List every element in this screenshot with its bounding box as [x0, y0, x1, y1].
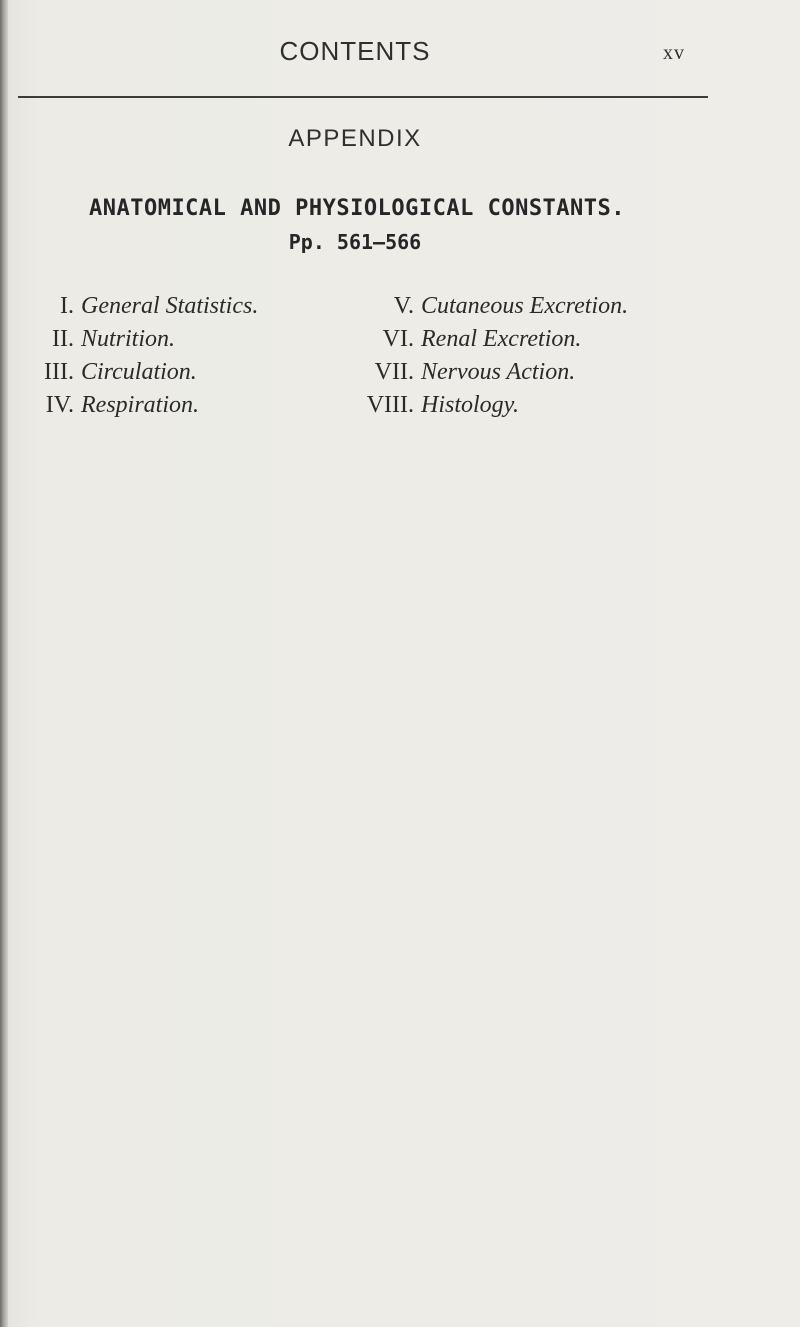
entry-title: Renal Excretion.	[421, 326, 582, 352]
entry-title: Respiration.	[81, 392, 199, 418]
contents-entry	[330, 389, 790, 422]
contents-entry	[330, 323, 790, 356]
entry-title: Cutaneous Excretion.	[421, 293, 629, 319]
entry-title: General Statistics.	[81, 293, 259, 319]
entry-title: Circulation.	[81, 359, 197, 385]
section-heading: ANATOMICAL AND PHYSIOLOGICAL CONSTANTS.	[88, 196, 626, 221]
entry-numeral: IV.	[45, 392, 74, 418]
entry-numeral: III.	[44, 359, 74, 385]
running-head	[0, 36, 800, 76]
contents-entry	[330, 356, 790, 389]
entry-numeral: I.	[60, 293, 74, 319]
page-number: xv	[663, 42, 685, 64]
contents-column-left	[14, 290, 314, 422]
contents-entry	[14, 356, 314, 389]
entry-title: Nutrition.	[81, 326, 176, 352]
contents-entry	[330, 290, 790, 323]
contents-entry	[14, 323, 314, 356]
page-binding-edge	[0, 0, 8, 1327]
contents-entry	[14, 290, 314, 323]
entry-title: Histology.	[421, 392, 520, 418]
entry-numeral: II.	[52, 326, 74, 352]
page-range: Pp. 561—566	[288, 230, 422, 254]
running-title: CONTENTS	[279, 36, 431, 66]
entry-numeral: VIII.	[366, 392, 414, 418]
contents-entry	[14, 389, 314, 422]
entry-numeral: VI.	[382, 326, 414, 352]
contents-column-right	[330, 290, 790, 422]
entry-numeral: V.	[393, 293, 414, 319]
entry-title: Nervous Action.	[421, 359, 576, 385]
header-rule	[18, 96, 708, 98]
entry-numeral: VII.	[374, 359, 414, 385]
appendix-heading: APPENDIX	[288, 125, 422, 152]
